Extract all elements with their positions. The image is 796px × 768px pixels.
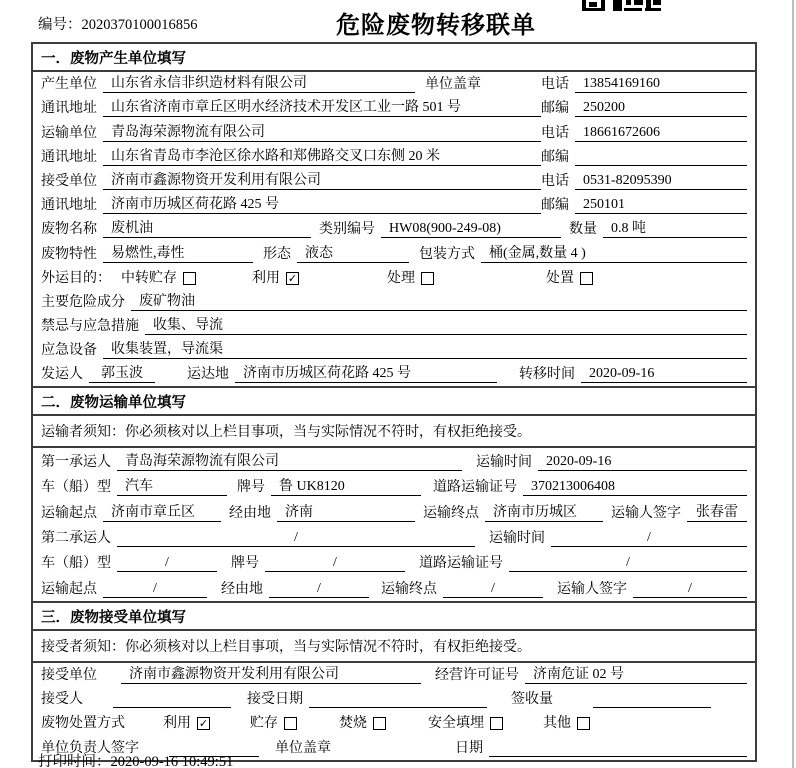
destination-value: 济南市历城区荷花路 425 号	[235, 365, 497, 383]
transporter-sign-label: 运输人签字	[557, 581, 627, 597]
disposal-option-store	[250, 712, 297, 732]
carrier2-value: /	[117, 529, 475, 547]
permit-label: 经营许可证号	[435, 667, 519, 683]
row-route1	[33, 499, 755, 524]
print-time-label: 打印时间：	[38, 754, 111, 768]
carrier2-label: 第二承运人	[41, 531, 111, 546]
accept-unit-value: 济南市鑫源物资开发利用有限公司	[121, 666, 421, 684]
received-qty-value	[593, 690, 711, 708]
checkbox-label: 中转贮存	[121, 270, 177, 286]
row-carrier2	[33, 525, 755, 550]
row-waste-name	[33, 217, 755, 241]
waste-name-value: 废机油	[103, 220, 311, 238]
producer-value: 山东省永信非织造材料有限公司	[103, 75, 415, 93]
accept-unit-label: 接受单位	[41, 667, 97, 683]
section-transporter	[33, 386, 755, 600]
transporter-label: 运输单位	[41, 125, 97, 141]
section-producer	[33, 44, 755, 386]
road-permit-label: 道路运输证号	[433, 480, 517, 496]
vehicle-label: 车（船）型	[41, 480, 111, 496]
date-label: 日期	[455, 740, 483, 756]
zip-label: 邮编	[541, 198, 569, 214]
row-emergency-equipment	[33, 338, 755, 362]
plate1-value: 鲁 UK8120	[271, 478, 421, 496]
section2-title: 二．废物运输单位填写	[33, 386, 755, 416]
row-vehicle1	[33, 474, 755, 499]
transport-time-label: 运输时间	[476, 454, 532, 470]
print-time	[38, 750, 233, 768]
row-acceptor	[33, 687, 755, 711]
accept-date-label: 接受日期	[247, 692, 303, 708]
row-vehicle2	[33, 550, 755, 575]
transport-time-label: 运输时间	[489, 531, 545, 546]
received-qty-label: 签收量	[511, 692, 553, 708]
row-disposal-method	[33, 711, 755, 735]
transporter-sign2-value: /	[633, 580, 747, 598]
phone-label: 电话	[541, 173, 569, 189]
producer-label: 产生单位	[41, 77, 97, 93]
section-receiver	[33, 601, 755, 760]
purpose-option-dispose	[546, 267, 593, 287]
acceptor-value	[113, 690, 231, 708]
transfer-time-label: 转移时间	[519, 367, 575, 383]
serial-number	[38, 13, 198, 34]
waste-name-label: 废物名称	[41, 222, 97, 238]
plate-label: 牌号	[231, 556, 259, 572]
hazard-value: 废矿物油	[131, 293, 747, 311]
checkbox-label: 处理	[387, 270, 415, 286]
vehicle2-value: /	[117, 554, 217, 572]
terminus-label: 运输终点	[381, 581, 437, 597]
via1-value: 济南	[277, 504, 415, 522]
hazard-label: 主要危险成分	[41, 294, 125, 310]
page-title: 危险废物转移联单	[336, 13, 536, 39]
qr-code-fragment	[582, 0, 664, 11]
phone-label: 电话	[541, 125, 569, 141]
row-route2	[33, 575, 755, 600]
checkbox-icon	[580, 272, 593, 285]
checkbox-icon	[421, 272, 434, 285]
transporter-value: 青岛海荣源物流有限公司	[103, 124, 541, 142]
measures-label: 禁忌与应急措施	[41, 319, 139, 335]
transporter-address-value: 山东省青岛市李沧区徐水路和郑佛路交叉口东侧 20 米	[103, 148, 541, 166]
acceptor-label: 接受人	[41, 692, 83, 708]
packing-value: 桶(金属,数量 4 )	[481, 245, 747, 263]
disposal-option-landfill	[428, 712, 503, 732]
row-transfer-purpose	[33, 266, 755, 290]
terminus2-value: /	[443, 580, 543, 598]
receiver-notice: 接受者须知：你必须核对以上栏目事项，当与实际情况不符时，有权拒绝接受。	[33, 631, 755, 663]
row-transporter-address	[33, 145, 755, 169]
row-emergency-measures	[33, 314, 755, 338]
seal-label: 单位盖章	[425, 77, 481, 93]
row-carrier1	[33, 448, 755, 473]
purpose-label: 外运目的：	[41, 270, 111, 286]
consignor-label: 发运人	[41, 367, 83, 383]
plate-label: 牌号	[237, 480, 265, 496]
origin2-value: /	[103, 580, 207, 598]
zip-label: 邮编	[541, 149, 569, 165]
origin-label: 运输起点	[41, 581, 97, 597]
receiver-address-value: 济南市历城区荷花路 425 号	[103, 196, 541, 214]
checkbox-label: 利用	[163, 716, 191, 732]
transporter-sign-label: 运输人签字	[611, 505, 681, 521]
producer-address-value: 山东省济南市章丘区明水经济技术开发区工业一路 501 号	[103, 99, 541, 117]
transfer-time-value: 2020-09-16	[581, 365, 747, 383]
serial-value: 2020370100016856	[81, 17, 198, 33]
receiver-zip-value: 250101	[575, 196, 747, 214]
row-transporter	[33, 120, 755, 144]
road-permit-label: 道路运输证号	[419, 556, 503, 572]
transporter-phone-value: 18661672606	[575, 124, 747, 142]
checkbox-label: 处置	[546, 270, 574, 286]
purpose-option-utilize	[252, 267, 299, 287]
equipment-label: 应急设备	[41, 343, 97, 359]
receiver-label: 接受单位	[41, 173, 97, 189]
checkbox-label: 安全填埋	[428, 716, 484, 732]
section1-title: 一．废物产生单位填写	[33, 44, 755, 72]
checkbox-checked-icon: ✓	[198, 717, 209, 731]
measures-value: 收集、导流	[145, 317, 747, 335]
checkbox-icon	[373, 717, 386, 730]
carrier1-label: 第一承运人	[41, 454, 111, 470]
packing-label: 包装方式	[419, 246, 475, 262]
disposal-option-incinerate	[339, 712, 386, 732]
receiver-value: 济南市鑫源物资开发利用有限公司	[103, 172, 541, 190]
vehicle-label: 车（船）型	[41, 556, 111, 572]
origin-label: 运输起点	[41, 505, 97, 521]
permit-value: 济南危证 02 号	[525, 666, 747, 684]
state-value: 液态	[297, 245, 409, 263]
terminus-label: 运输终点	[423, 505, 479, 521]
trait-value: 易燃性,毒性	[103, 245, 253, 263]
transporter-notice: 运输者须知：你必须核对以上栏目事项，当与实际情况不符时，有权拒绝接受。	[33, 416, 755, 448]
purpose-option-treat	[387, 267, 434, 287]
producer-phone-value: 13854169160	[575, 75, 747, 93]
carrier1-value: 青岛海荣源物流有限公司	[117, 453, 462, 471]
row-accept-unit	[33, 663, 755, 687]
disposal-label: 废物处置方式	[41, 716, 125, 732]
accept-date-value	[309, 690, 487, 708]
date-value	[489, 739, 747, 757]
address-label: 通讯地址	[41, 101, 97, 117]
road-permit1-value: 370213006408	[523, 478, 747, 496]
serial-label: 编号：	[38, 17, 82, 33]
disposal-option-other	[543, 712, 590, 732]
checkbox-icon	[183, 272, 196, 285]
category-label: 类别编号	[319, 222, 375, 238]
unit-seal-label: 单位盖章	[275, 740, 331, 756]
destination-label: 运达地	[187, 367, 229, 383]
row-consignor	[33, 362, 755, 386]
responsible-sign-label: 单位负责人签字	[41, 740, 139, 756]
origin1-value: 济南市章丘区	[103, 504, 221, 522]
row-receiver-address	[33, 193, 755, 217]
section3-title: 三．废物接受单位填写	[33, 601, 755, 631]
via-label: 经由地	[221, 581, 263, 597]
checkbox-label: 焚烧	[339, 716, 367, 732]
zip-label: 邮编	[541, 101, 569, 117]
row-hazard-component	[33, 290, 755, 314]
phone-label: 电话	[541, 77, 569, 93]
transporter-sign1-value: 张春雷	[687, 504, 747, 522]
disposal-option-utilize	[163, 712, 210, 732]
transport-time1-value: 2020-09-16	[538, 453, 747, 471]
address-label: 通讯地址	[41, 198, 97, 214]
via-label: 经由地	[229, 505, 271, 521]
checkbox-icon	[490, 717, 503, 730]
row-producer-address	[33, 96, 755, 120]
category-value: HW08(900-249-08)	[381, 220, 561, 238]
producer-zip-value: 250200	[575, 99, 747, 117]
scan-edge-artifact	[792, 0, 794, 768]
checkbox-icon	[577, 717, 590, 730]
state-label: 形态	[263, 246, 291, 262]
checkbox-label: 贮存	[250, 716, 278, 732]
checkbox-label: 其他	[543, 716, 571, 732]
transfer-form	[31, 42, 757, 762]
terminus1-value: 济南市历城区	[485, 504, 603, 522]
print-time-value: 2020-09-16 10:49:51	[110, 754, 234, 768]
checkbox-checked-icon: ✓	[287, 271, 298, 285]
consignor-value: 郭玉波	[89, 365, 155, 383]
row-producer	[33, 72, 755, 96]
vehicle1-value: 汽车	[117, 478, 227, 496]
checkbox-label: 利用	[252, 270, 280, 286]
plate2-value: /	[265, 554, 405, 572]
row-receiver	[33, 169, 755, 193]
transporter-zip-value	[575, 148, 747, 166]
receiver-phone-value: 0531-82095390	[575, 172, 747, 190]
trait-label: 废物特性	[41, 246, 97, 262]
transport-time2-value: /	[551, 529, 747, 547]
quantity-label: 数量	[569, 222, 597, 238]
checkbox-icon	[284, 717, 297, 730]
equipment-value: 收集装置，导流渠	[103, 341, 747, 359]
address-label: 通讯地址	[41, 149, 97, 165]
quantity-value: 0.8 吨	[603, 220, 747, 238]
road-permit2-value: /	[509, 554, 747, 572]
row-waste-trait	[33, 241, 755, 265]
purpose-option-transit	[121, 267, 196, 287]
via2-value: /	[269, 580, 369, 598]
